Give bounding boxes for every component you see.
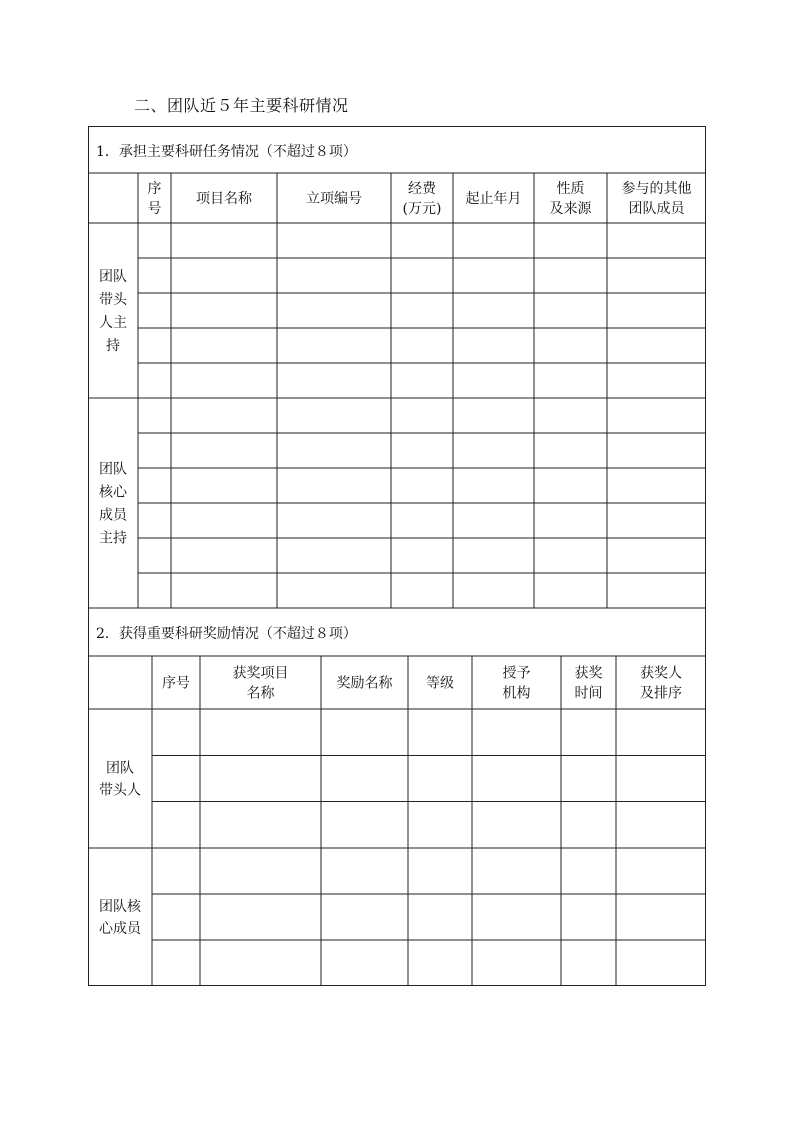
section1-col-number: 立项编号 [306, 191, 362, 207]
page-title: 二、团队近５年主要科研情况 [134, 96, 349, 115]
section2-col-time: 获奖时间 [574, 665, 603, 702]
research-form-table [88, 126, 706, 986]
section1-col-members: 参与的其他团队成员 [621, 181, 692, 217]
section1-group-label-1: 团队核心成员主持 [99, 461, 127, 547]
section2-group-label-0: 团队带头人 [99, 760, 141, 799]
section1-col-name: 项目名称 [196, 191, 252, 207]
section1-group-label-0: 团队带头人主持 [99, 269, 127, 354]
section2-col-org: 授予机构 [502, 665, 531, 702]
section1-col-fund: 经费(万元) [402, 181, 442, 217]
section1-col-period: 起止年月 [465, 191, 522, 207]
section2-col-grade: 等级 [426, 675, 454, 692]
section2-col-award: 奖励名称 [336, 675, 393, 692]
table-border [89, 127, 706, 986]
section2-group-label-1: 团队核心成员 [99, 898, 141, 937]
section2-col-seq: 序号 [162, 675, 190, 692]
section1-heading: 1．承担主要科研任务情况（不超过８项） [96, 144, 357, 160]
section2-col-winner: 获奖人及排序 [640, 665, 682, 702]
section1-col-seq: 序号 [147, 181, 162, 217]
section1-col-nature: 性质及来源 [549, 181, 592, 217]
section2-heading: 2．获得重要科研奖励情况（不超过８项） [96, 626, 357, 642]
section2-col-project: 获奖项目名称 [232, 665, 289, 702]
